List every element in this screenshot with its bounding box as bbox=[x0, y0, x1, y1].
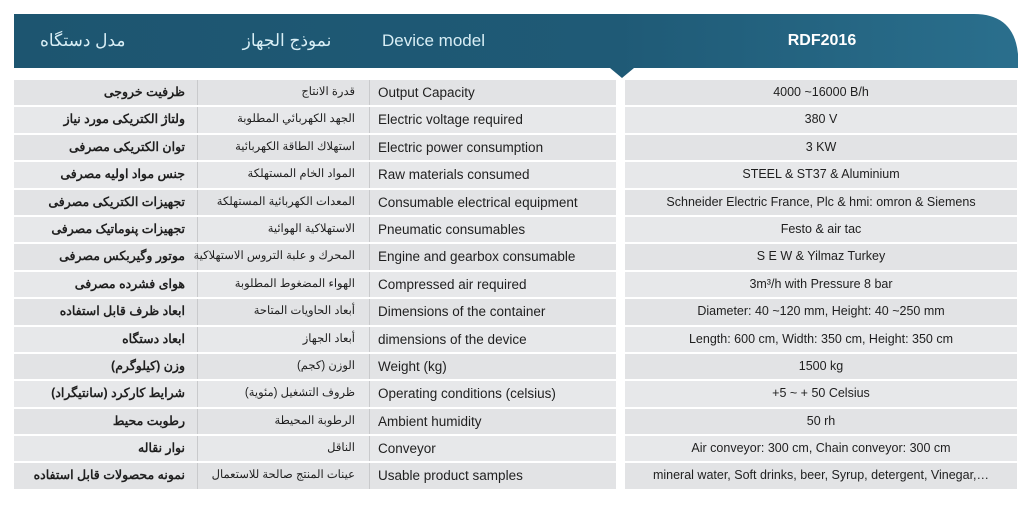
farsi-label: نمونه محصولات قابل استفاده bbox=[14, 463, 198, 488]
arabic-label: قدرة الانتاج bbox=[198, 80, 370, 105]
spec-value: 3 KW bbox=[805, 139, 837, 154]
farsi-label: وزن (کیلوگرم) bbox=[14, 354, 198, 379]
table-header bbox=[14, 14, 1018, 68]
english-label: Conveyor bbox=[378, 441, 436, 457]
header-arabic-label: نموذج الجهاز bbox=[242, 31, 332, 50]
english-label: Operating conditions (celsius) bbox=[378, 386, 556, 402]
farsi-label: موتور وگیربکس مصرفی bbox=[14, 244, 198, 269]
arabic-label: عينات المنتج صالحة للاستعمال bbox=[198, 463, 370, 488]
arabic-label: استهلاك الطاقة الكهربائية bbox=[198, 135, 370, 160]
farsi-label: شرایط کارکرد (سانتیگراد) bbox=[14, 381, 198, 406]
header-english-label: Device model bbox=[382, 31, 485, 50]
table-row bbox=[14, 217, 616, 242]
arabic-label: الهواء المضغوط المطلوبة bbox=[198, 272, 370, 297]
farsi-label: ولتاژ الکتریکی مورد نیاز bbox=[14, 107, 198, 132]
spec-value: Air conveyor: 300 cm, Chain conveyor: 300 cm bbox=[691, 441, 951, 456]
arabic-label: المواد الخام المستهلكة bbox=[198, 162, 370, 187]
table-row bbox=[625, 272, 1017, 297]
farsi-label: جنس مواد اولیه مصرفی bbox=[14, 162, 198, 187]
table-row bbox=[625, 244, 1017, 269]
table-row bbox=[625, 463, 1017, 488]
english-label: Engine and gearbox consumable bbox=[378, 249, 576, 265]
farsi-label: ظرفیت خروجی bbox=[14, 80, 198, 105]
spec-labels-table bbox=[14, 80, 616, 491]
table-row bbox=[14, 80, 616, 105]
english-label: Dimensions of the container bbox=[378, 304, 546, 320]
farsi-label: تجهیزات الکتریکی مصرفی bbox=[14, 190, 198, 215]
arabic-label: أبعاد الحاويات المتاحة bbox=[198, 299, 370, 324]
table-row bbox=[625, 190, 1017, 215]
header-model-name: RDF2016 bbox=[787, 32, 857, 49]
farsi-label: هوای فشرده مصرفی bbox=[14, 272, 198, 297]
table-row bbox=[625, 217, 1017, 242]
farsi-label: ابعاد دستگاه bbox=[14, 327, 198, 352]
table-row bbox=[625, 135, 1017, 160]
spec-value: Diameter: 40 ~120 mm, Height: 40 ~250 mm bbox=[697, 304, 945, 319]
spec-value: 4000 ~16000 B/h bbox=[773, 85, 869, 99]
table-row bbox=[14, 463, 616, 488]
table-row bbox=[625, 436, 1017, 461]
table-row bbox=[14, 436, 616, 461]
table-row bbox=[14, 162, 616, 187]
spec-value: S E W & Yilmaz Turkey bbox=[756, 249, 886, 264]
arabic-label: ظروف التشغيل (مئوية) bbox=[198, 381, 370, 406]
spec-values-table bbox=[625, 80, 1017, 491]
table-row bbox=[14, 190, 616, 215]
english-label: Ambient humidity bbox=[378, 413, 482, 429]
table-row bbox=[14, 272, 616, 297]
table-row bbox=[14, 327, 616, 352]
farsi-label: ابعاد ظرف قابل استفاده bbox=[14, 299, 198, 324]
english-label: Electric voltage required bbox=[378, 112, 523, 128]
spec-value: mineral water, Soft drinks, beer, Syrup, detergent, Vinegar,… bbox=[652, 468, 990, 483]
english-label: Consumable electrical equipment bbox=[378, 194, 578, 210]
table-row bbox=[625, 409, 1017, 434]
arabic-label: المحرك و علبة التروس الاستهلاكية bbox=[198, 244, 370, 269]
spec-value: 1500 kg bbox=[798, 358, 844, 373]
table-row bbox=[14, 135, 616, 160]
arabic-label: الاستهلاكية الهوائية bbox=[198, 217, 370, 242]
english-label: Raw materials consumed bbox=[378, 167, 530, 183]
table-row bbox=[14, 381, 616, 406]
english-label: Weight (kg) bbox=[378, 358, 447, 374]
table-row bbox=[625, 354, 1017, 379]
header-farsi-label: مدل دستگاه bbox=[40, 31, 126, 50]
arabic-label: الرطوبة المحيطة bbox=[198, 409, 370, 434]
table-row bbox=[14, 354, 616, 379]
english-label: Pneumatic consumables bbox=[378, 221, 526, 237]
arabic-label: أبعاد الجهاز bbox=[198, 327, 370, 352]
table-row bbox=[625, 327, 1017, 352]
farsi-label: رطوبت محیط bbox=[14, 409, 198, 434]
spec-value: Length: 600 cm, Width: 350 cm, Height: 350 cm bbox=[688, 331, 954, 346]
spec-value: STEEL & ST37 & Aluminium bbox=[742, 167, 900, 182]
spec-value: 50 rh bbox=[806, 413, 836, 428]
farsi-label: توان الکتریکی مصرفی bbox=[14, 135, 198, 160]
table-row bbox=[625, 80, 1017, 105]
table-row bbox=[14, 409, 616, 434]
spec-value: 380 V bbox=[804, 112, 838, 127]
arabic-label: الناقل bbox=[198, 436, 370, 461]
table-row bbox=[14, 244, 616, 269]
english-label: Compressed air required bbox=[378, 276, 527, 292]
table-row bbox=[625, 162, 1017, 187]
farsi-label: تجهیزات پنوماتیک مصرفی bbox=[14, 217, 198, 242]
table-row bbox=[14, 299, 616, 324]
english-label: Output Capacity bbox=[378, 85, 475, 100]
spec-value: +5 ~ + 50 Celsius bbox=[772, 386, 870, 401]
table-row bbox=[14, 107, 616, 132]
table-row bbox=[625, 107, 1017, 132]
farsi-label: نوار نقاله bbox=[14, 436, 198, 461]
english-label: dimensions of the device bbox=[378, 331, 527, 347]
spec-value: Festo & air tac bbox=[780, 221, 862, 236]
table-row bbox=[625, 381, 1017, 406]
english-label: Electric power consumption bbox=[378, 139, 544, 155]
spec-value: Schneider Electric France, Plc & hmi: omron & Siemens bbox=[666, 194, 976, 209]
spec-value: 3m³/h with Pressure 8 bar bbox=[749, 276, 893, 291]
arabic-label: المعدات الكهربائية المستهلكة bbox=[198, 190, 370, 215]
arabic-label: الجهد الكهربائي المطلوبة bbox=[198, 107, 370, 132]
arabic-label: الوزن (كجم) bbox=[198, 354, 370, 379]
english-label: Usable product samples bbox=[378, 468, 523, 484]
table-row bbox=[625, 299, 1017, 324]
